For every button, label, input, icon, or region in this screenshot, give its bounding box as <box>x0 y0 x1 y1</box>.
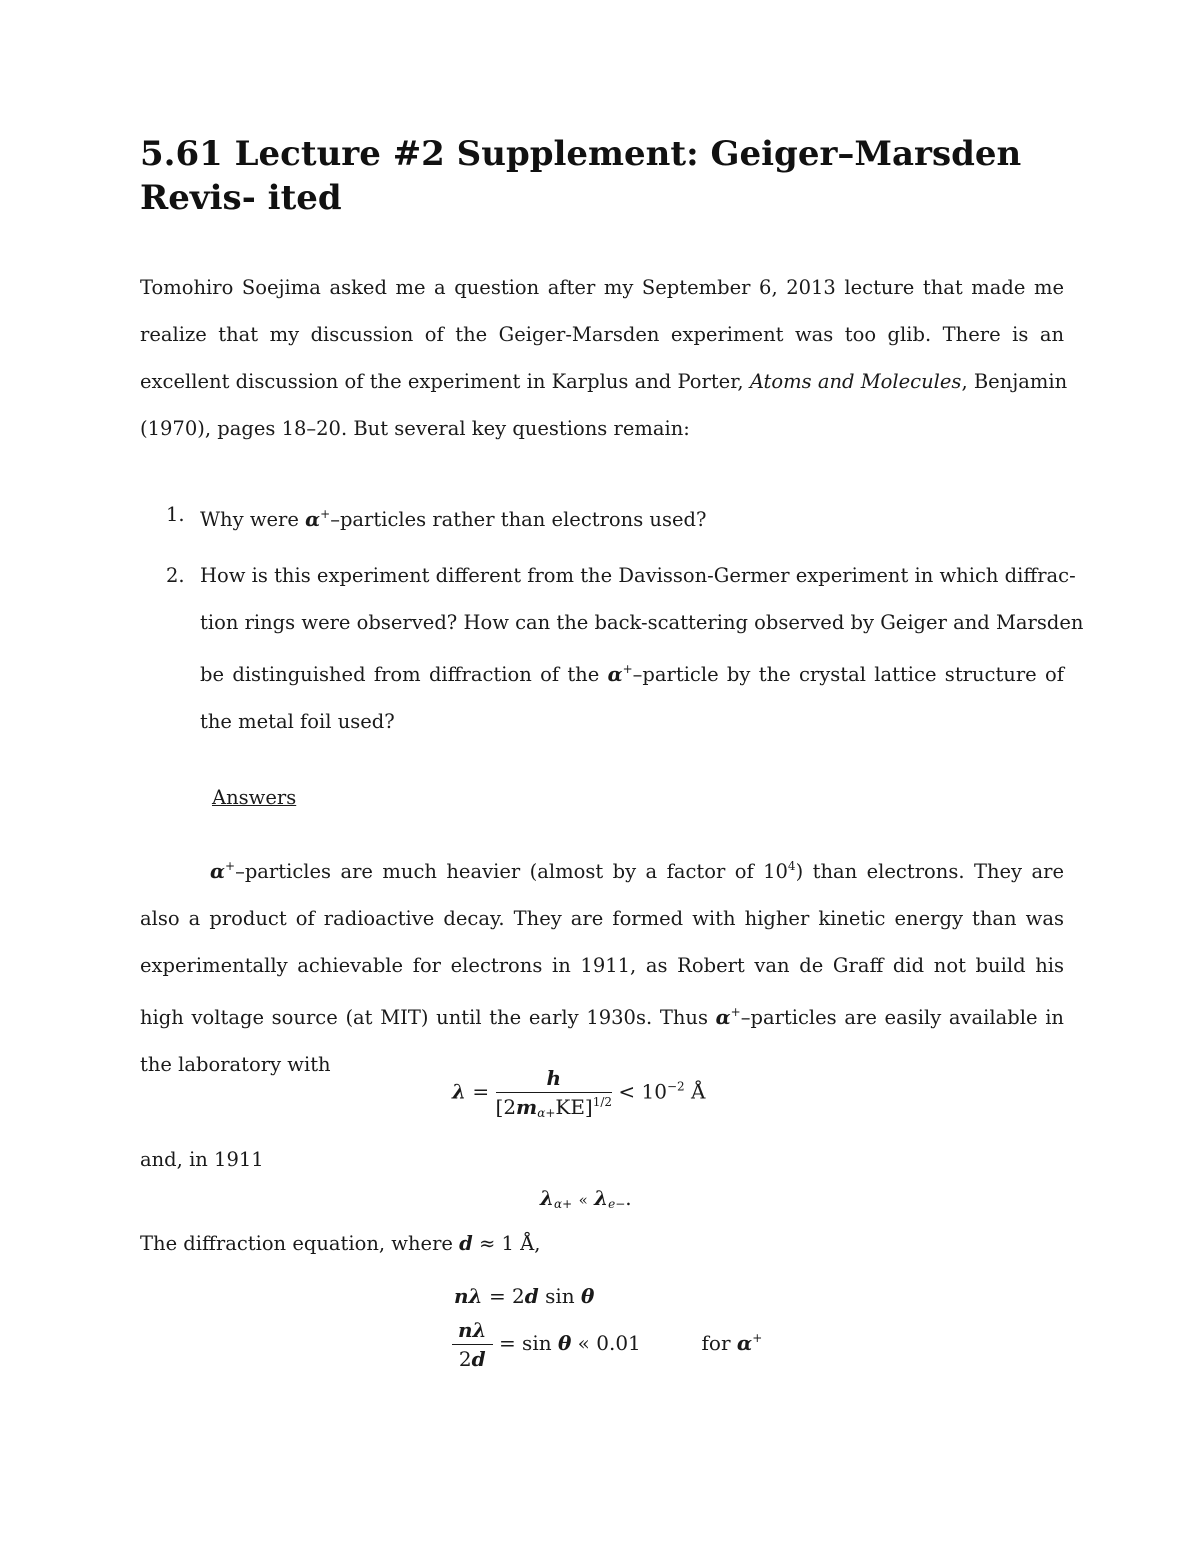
diffraction-intro-line <box>140 1220 1064 1267</box>
question-2-line-4: the metal foil used? <box>200 710 395 733</box>
and-in-line: and, in 1911 <box>140 1148 264 1171</box>
equals-sign: = <box>472 1079 490 1104</box>
electron-subscript: e− <box>608 1197 626 1211</box>
equation-bragg <box>454 1284 594 1308</box>
alpha-charge: + <box>730 1005 741 1019</box>
and-in-1911 <box>140 1136 1064 1183</box>
alpha-symbol: α <box>607 663 623 686</box>
diffraction-intro-rel: ≈ 1 Å, <box>472 1232 541 1255</box>
intro-line-3 <box>140 358 1068 405</box>
period: . <box>625 1186 632 1210</box>
answer-line-1-b: ) than electrons. They are <box>795 860 1064 883</box>
n-lambda: nλ <box>458 1318 487 1342</box>
answer-line-3: experimentally achievable for electrons in 1911, as Robert van de Graff did not build his <box>140 954 1064 977</box>
fraction <box>452 1318 493 1371</box>
spacing-d: d <box>459 1232 473 1255</box>
power-exponent: −2 <box>666 1079 685 1094</box>
answer-line-2: also a product of radioactive decay. They are formed with higher kinetic energy than was <box>140 907 1064 930</box>
question-2-line-3-post: –particle by the crystal lattice structure of <box>632 663 1064 686</box>
intro-line-1: Tomohiro Soejima asked me a question after my September 6, 2013 lecture that made me <box>140 276 1064 299</box>
question-2-line-3 <box>200 646 1064 698</box>
publisher-text: , Benjamin <box>961 370 1068 393</box>
alpha-charge: + <box>752 1331 763 1345</box>
fraction-numerator <box>452 1318 493 1345</box>
alpha-subscript: α+ <box>554 1197 573 1211</box>
title-text: 5.61 Lecture #2 Supplement: Geiger–Marsden Revis- ited <box>140 134 1022 218</box>
question-2-line-3-text: be distinguished from diffraction of the <box>200 663 608 686</box>
question-2-body <box>200 552 1084 745</box>
answer-line-1 <box>140 843 1064 895</box>
question-1-post: –particles rather than electrons used? <box>330 508 707 531</box>
alpha-charge: + <box>225 859 236 873</box>
planck-h: h <box>546 1066 562 1090</box>
intro-line-2: realize that my discussion of the Geiger-Marsden experiment was too glib. There is an <box>140 323 1064 346</box>
equation-wavelength <box>452 1066 706 1120</box>
equation-lambda-compare <box>540 1186 632 1211</box>
question-1-line <box>200 491 1064 543</box>
mass-subscript: α+ <box>537 1106 556 1120</box>
sin-theta: θ <box>557 1331 572 1355</box>
lambda-electron: λ <box>594 1186 609 1210</box>
den-open: [2 <box>495 1095 517 1119</box>
denominator-two: 2 <box>458 1347 472 1371</box>
question-1-body <box>200 491 1064 543</box>
sin-rhs-b: « 0.01 <box>571 1331 641 1355</box>
bragg-rhs-a: = 2 <box>488 1284 525 1308</box>
exponent: 4 <box>787 859 796 873</box>
answer-line-1-a: –particles are much heavier (almost by a factor of 10 <box>235 860 788 883</box>
book-title: Atoms and Molecules <box>749 370 962 393</box>
fraction-numerator <box>496 1066 613 1093</box>
lambda-symbol: λ <box>452 1079 467 1104</box>
much-less-than: « <box>578 1191 588 1209</box>
question-1-pre: Why were <box>200 508 306 531</box>
answer-line-4-b: –particles are easily available in <box>740 1006 1064 1029</box>
answer-line-4 <box>140 989 1064 1041</box>
fraction <box>496 1066 613 1120</box>
angstrom-unit: Å <box>691 1079 706 1104</box>
bragg-sin: sin <box>538 1284 582 1308</box>
page-title <box>140 132 1070 220</box>
lambda-alpha: λ <box>540 1186 555 1210</box>
alpha-symbol: α <box>305 508 321 531</box>
alpha-symbol: α <box>736 1331 753 1355</box>
answer-line-5: the laboratory with <box>140 1053 331 1076</box>
fraction-denominator <box>452 1345 493 1371</box>
answer-paragraph <box>140 843 1064 1088</box>
bragg-d: d <box>524 1284 539 1308</box>
alpha-symbol: α <box>715 1006 731 1029</box>
question-2-number: 2. <box>166 564 185 587</box>
alpha-charge: + <box>320 507 331 521</box>
alpha-charge: + <box>622 662 633 676</box>
sin-rhs-a: = sin <box>498 1331 558 1355</box>
diffraction-intro <box>140 1220 1064 1267</box>
intro-line-3-text: excellent discussion of the experiment in Karplus and Porter, <box>140 370 744 393</box>
intro-paragraph <box>140 264 1068 452</box>
mass-m: m <box>516 1095 538 1119</box>
bragg-theta: θ <box>581 1284 595 1308</box>
alpha-symbol: α <box>210 860 226 883</box>
den-ke: KE] <box>555 1095 593 1119</box>
question-2-line-2: tion rings were observed? How can the back-scattering observed by Geiger and Marsden <box>200 611 1084 634</box>
answers-heading: Answers <box>212 786 297 809</box>
n-lambda: nλ <box>454 1284 483 1308</box>
fraction-denominator <box>496 1093 613 1120</box>
intro-line-4: (1970), pages 18–20. But several key questions remain: <box>140 417 690 440</box>
diffraction-intro-text: The diffraction equation, where <box>140 1232 460 1255</box>
den-exponent: 1/2 <box>592 1095 613 1109</box>
question-2-line-1: How is this experiment different from the Davisson-Germer experiment in which diffrac- <box>200 564 1076 587</box>
for-text: for <box>701 1331 737 1355</box>
question-1-number: 1. <box>166 503 185 526</box>
answer-line-4-a: high voltage source (at MIT) until the early 1930s. Thus <box>140 1006 716 1029</box>
less-than-value: < 10 <box>618 1079 667 1104</box>
denominator-d: d <box>471 1347 486 1371</box>
equation-sin-theta <box>452 1318 762 1371</box>
